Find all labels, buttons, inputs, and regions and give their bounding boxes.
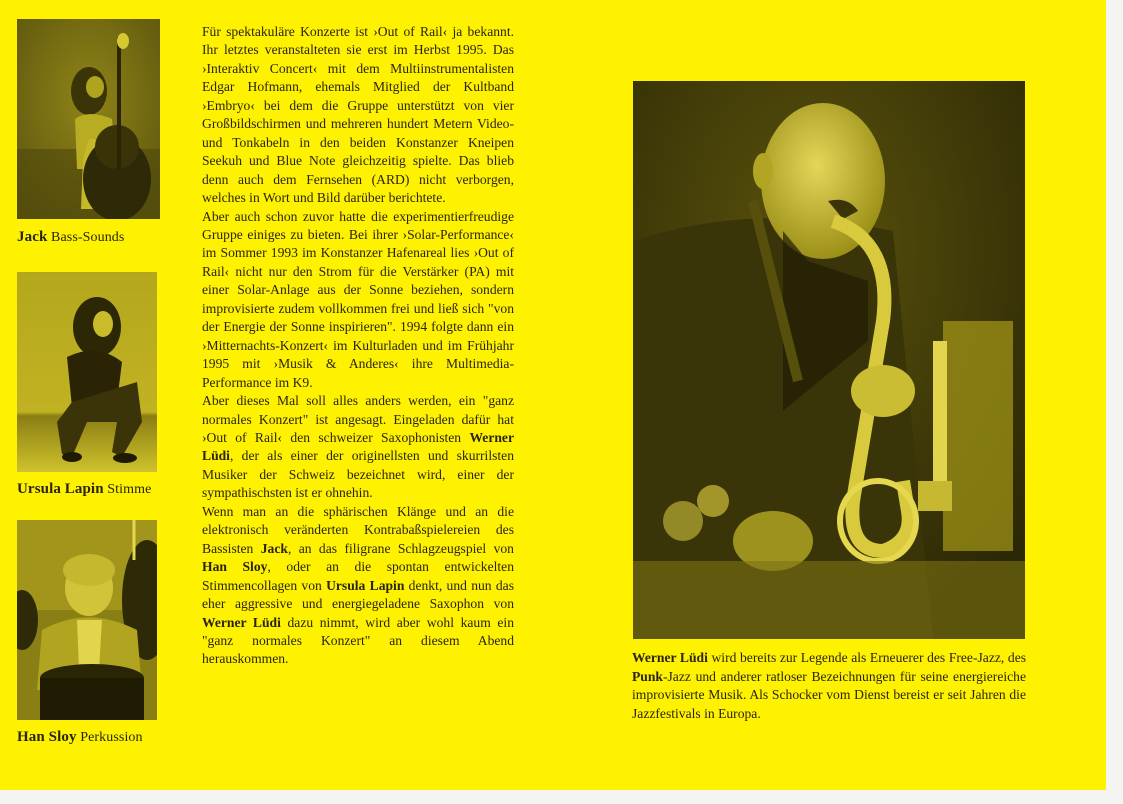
feature-caption-text	[632, 649, 1026, 723]
text-run: , der als einer der originellsten und skurrilsten Musiker der Schweiz bezeichnet wird, einer der sympathischsten ist er ohnehin.	[202, 448, 514, 501]
text-run: Aber dieses Mal soll alles anders werden, ein "ganz normales Konzert" ist angesagt. Eingeladen dafür hat ›Out of Rail‹ den schweizer Saxophonisten	[202, 393, 514, 445]
text-run: Für spektakuläre Konzerte ist ›Out of Rail‹ ja bekannt. Ihr letztes veranstalteten sie erst im Herbst 1995. Das ›Interaktiv Concert‹ mit dem Multiinstrumentalisten Edgar Hofmann, ehemals Mitglied der Kultband ›Embryo‹ bei dem die Gruppe unterstützt von vier Großbildschirmen und mehreren hundert Metern Video- und Tonkabeln in den beiden Konstanzer Kneipen Seekuh und Blue Note gleichzeitig spielte. Das blieb denn auch dem Fernsehen (ARD) nicht verborgen, welches in Wort und Bild darüber berichtete.	[202, 24, 514, 206]
bold-name: Werner Lüdi	[202, 614, 281, 630]
member-caption-han	[17, 729, 143, 746]
text-run: Wenn man an die sphärischen Klänge und an die elektronisch veränderten Kontrabaßspielereien des Bassisten	[202, 503, 514, 556]
member-name: Han Sloy	[17, 729, 77, 745]
member-caption-jack	[17, 229, 124, 246]
text-run: , an das filigrane Schlagzeugspiel von	[287, 540, 514, 556]
article-paragraph	[202, 208, 514, 393]
bold-name: Werner Lüdi	[632, 650, 708, 665]
article-text	[202, 23, 514, 669]
article-paragraph	[202, 23, 514, 208]
text-run: Aber auch schon zuvor hatte die experimentierfreudige Gruppe einiges zu bieten. Bei ihrer ›Solar-Performance‹ im Sommer 1993 im Konstanzer Hafenareal lies ›Out of Rail‹ nicht nur den Strom für die Verstärker (PA) mit einer Solar-Anlage aus der Sonne beziehen, sondern improvisierte zudem vollkommen frei und ließ sich "von der Energie der Sonne inspirieren". 1994 folgte dann ein ›Mitternachts-Konzert‹ im Kulturladen und im Frühjahr 1995 mit ›Musik & Anderes‹ ihre Multimedia-Performance im K9.	[202, 208, 514, 390]
jack-photo	[17, 19, 160, 219]
article-paragraph	[202, 392, 514, 503]
bold-name: Punk	[632, 668, 663, 684]
text-run: , oder an die spontan entwickelten Stimmencollagen von	[202, 559, 514, 593]
article-paragraph	[202, 503, 514, 669]
bold-name: Jack	[260, 540, 288, 556]
member-name: Ursula Lapin	[17, 481, 104, 497]
text-run: dazu nimmt, wird aber wohl kaum ein "ganz normales Konzert" an diesem Abend herauskommen.	[202, 614, 515, 667]
member-role: Perkussion	[80, 730, 143, 745]
bold-name: Werner Lüdi	[202, 429, 514, 464]
han-photo	[17, 520, 157, 720]
text-run: denkt, und nun das eher aggressive und energiegeladene Saxophon von	[202, 577, 514, 612]
feature-caption	[632, 649, 1026, 723]
ursula-photo	[17, 272, 157, 472]
text-run: wird bereits zur Legende als Erneuerer des Free-Jazz, des	[707, 650, 1027, 665]
member-name: Jack	[17, 229, 48, 245]
bold-name: Han Sloy	[202, 559, 268, 575]
werner-ludi-saxophone-photo	[633, 81, 1025, 639]
member-caption-ursula	[17, 481, 151, 498]
member-role: Bass-Sounds	[51, 230, 125, 245]
bold-name: Ursula Lapin	[326, 577, 405, 593]
member-role: Stimme	[107, 482, 152, 497]
text-run: -Jazz und anderer ratloser Bezeichnungen für seine energiereiche improvisierte Musik. Als Schocker vom Dienst bereist er seit Jahren die Jazzfestivals in Europa.	[632, 668, 1026, 721]
